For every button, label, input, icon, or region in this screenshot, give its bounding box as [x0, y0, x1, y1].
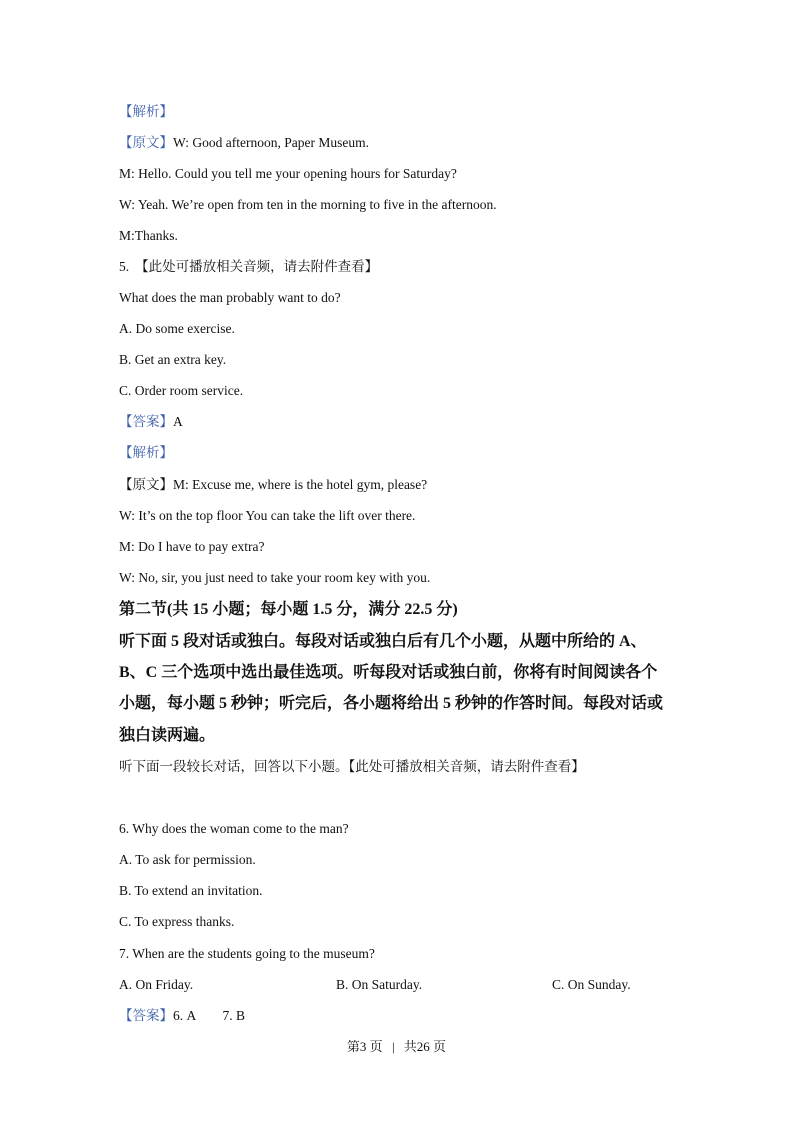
question-7-option-c: C. On Sunday. — [552, 977, 631, 992]
question-5-option-a: A. Do some exercise. — [119, 321, 235, 336]
analysis-label: 【解析】 — [119, 104, 173, 119]
answer-label: 【答案】 — [119, 1008, 173, 1023]
listening-note: 听下面一段较长对话，回答以下小题。【此处可播放相关音频，请去附件查看】 — [119, 759, 585, 774]
question-7-stem: 7. When are the students going to the museum? — [119, 946, 375, 961]
transcript-line — [119, 476, 427, 494]
question-5-option-b: B. Get an extra key. — [119, 352, 227, 367]
question-6-stem: 6. Why does the woman come to the man? — [119, 821, 349, 836]
original-text-label: 【原文】 — [119, 135, 173, 150]
section-instructions: 独白读两遍。 — [119, 727, 216, 744]
question-6-option-c: C. To express thanks. — [119, 914, 235, 929]
answer-value: 6. A 7. B — [173, 1008, 246, 1023]
page-footer — [0, 1038, 793, 1056]
page-number: 第3 页 — [346, 1039, 383, 1054]
analysis-label: 【解析】 — [119, 445, 173, 460]
section-instructions: 小题，每小题 5 秒钟；听完后，各小题将给出 5 秒钟的作答时间。每段对话或 — [119, 695, 664, 712]
transcript-line: M: Do I have to pay extra? — [119, 539, 265, 554]
question-7-option-b: B. On Saturday. — [336, 977, 423, 992]
question-6-option-a: A. To ask for permission. — [119, 852, 256, 867]
section-instructions: B、C 三个选项中选出最佳选项。听每段对话或独白前，你将有时间阅读各个 — [119, 664, 658, 681]
transcript-line: M: Hello. Could you tell me your opening hours for Saturday? — [119, 166, 457, 181]
question-5-stem: What does the man probably want to do? — [119, 290, 341, 305]
question-5-audio — [119, 258, 378, 276]
transcript-line: W: No, sir, you just need to take your room key with you. — [119, 570, 431, 585]
transcript-line: M:Thanks. — [119, 228, 178, 243]
dialogue-text: M: Excuse me, where is the hotel gym, please? — [173, 477, 428, 492]
question-number: 5. — [119, 259, 130, 274]
transcript-line: W: Yeah. We’re open from ten in the morning to five in the afternoon. — [119, 197, 497, 212]
question-7-option-a: A. On Friday. — [119, 977, 194, 992]
dialogue-text: W: Good afternoon, Paper Museum. — [173, 135, 369, 150]
question-5-option-c: C. Order room service. — [119, 383, 244, 398]
original-text-label: 【原文】 — [119, 477, 173, 492]
transcript-line — [119, 134, 369, 152]
question-6-option-b: B. To extend an invitation. — [119, 883, 263, 898]
answer-label: 【答案】 — [119, 414, 173, 429]
answer-6-7 — [119, 1007, 245, 1025]
page-total: 共26 页 — [403, 1039, 447, 1054]
section-instructions: 听下面 5 段对话或独白。每段对话或独白后有几个小题，从题中所给的 A、 — [119, 633, 647, 650]
footer-separator: | — [391, 1039, 395, 1054]
answer-5 — [119, 413, 183, 431]
section-title: 第二节(共 15 小题；每小题 1.5 分，满分 22.5 分) — [119, 601, 458, 618]
transcript-line: W: It’s on the top floor You can take the lift over there. — [119, 508, 416, 523]
answer-value: A — [173, 414, 183, 429]
audio-note: 【此处可播放相关音频，请去附件查看】 — [135, 259, 379, 274]
